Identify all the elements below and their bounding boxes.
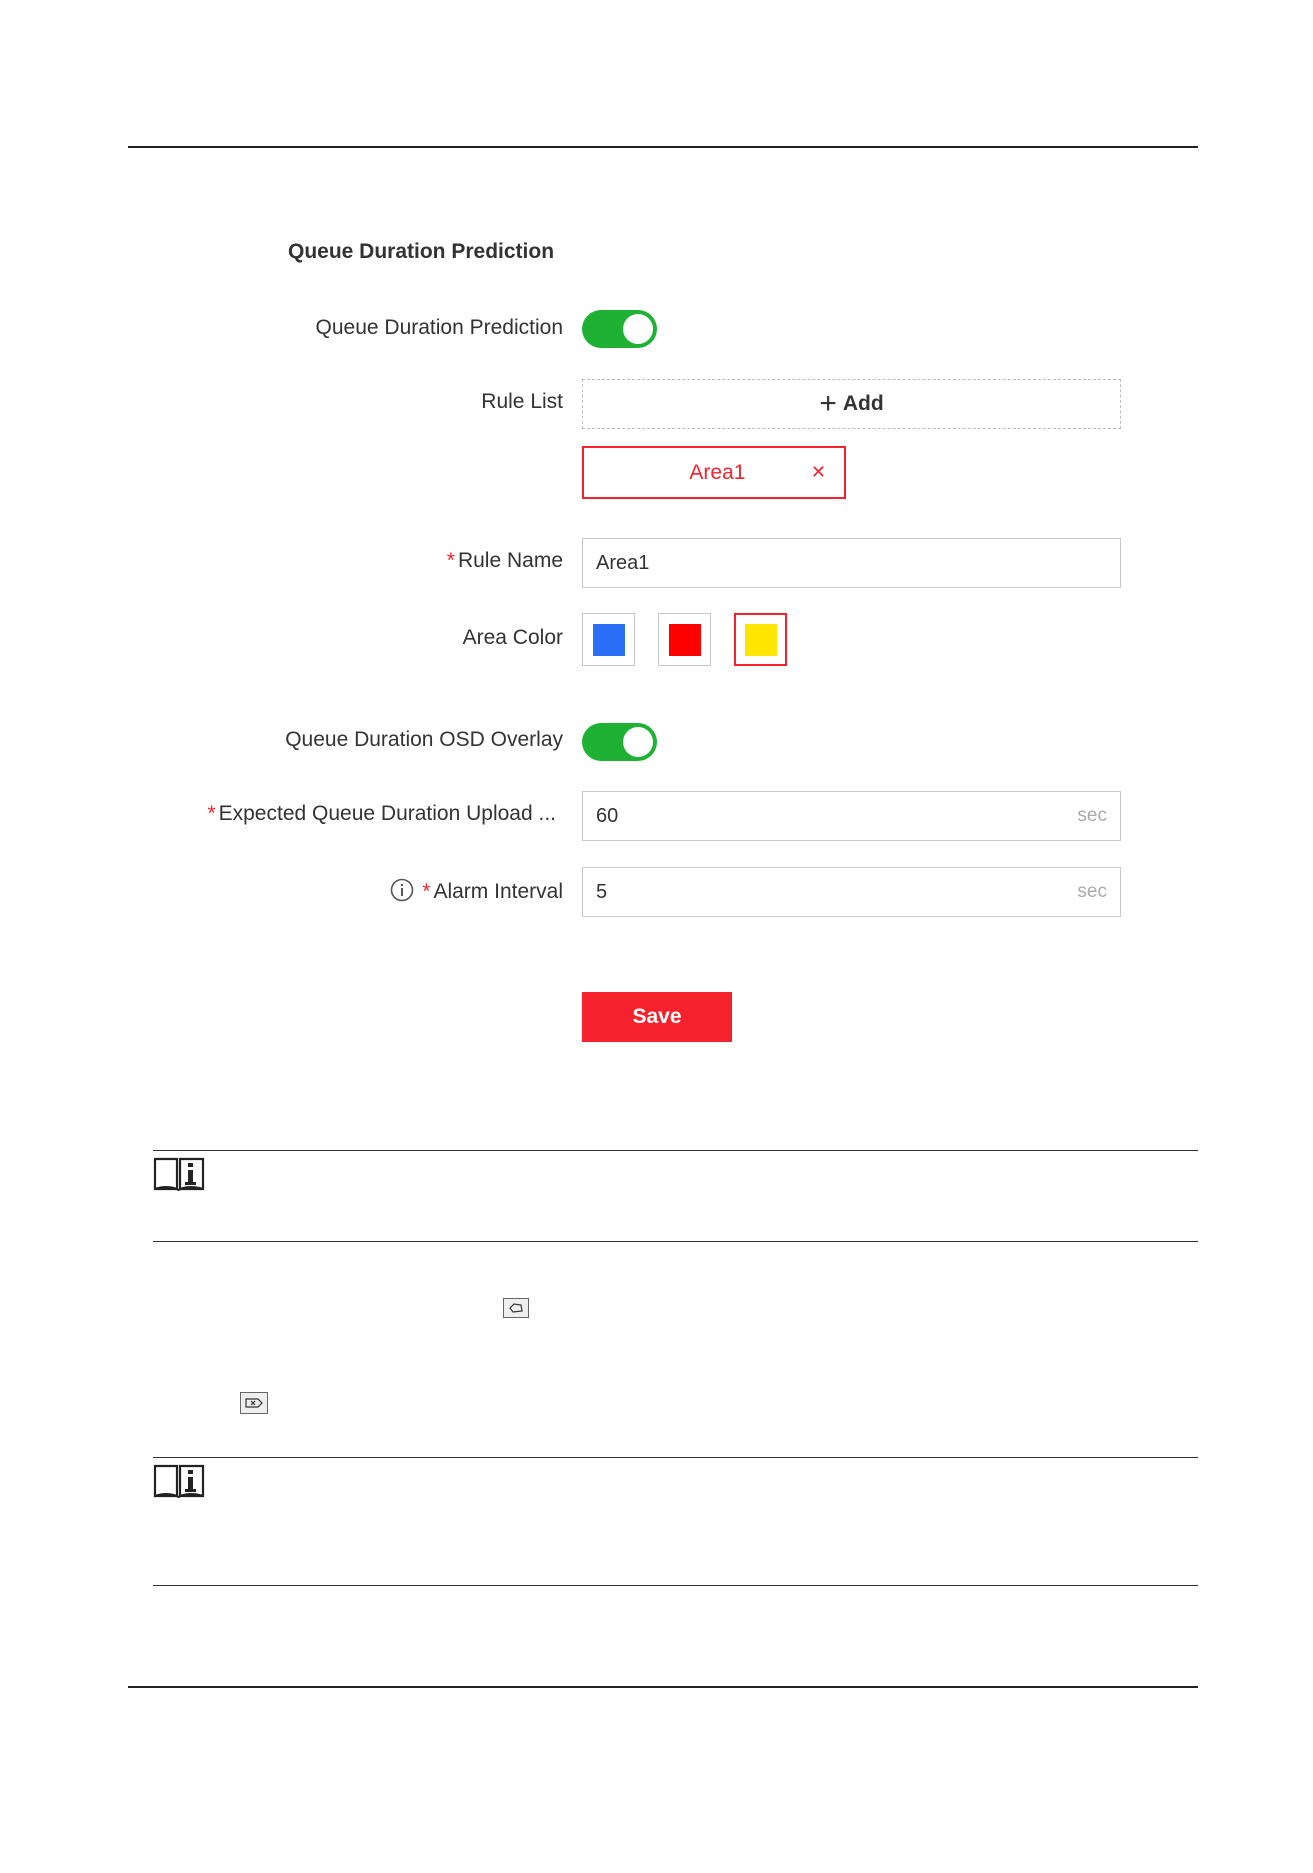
blue-fill bbox=[593, 624, 625, 656]
upload-unit: sec bbox=[1077, 805, 1107, 826]
note2-top-rule bbox=[153, 1457, 1198, 1458]
rule-name-value: Area1 bbox=[596, 551, 650, 574]
rule-name-input[interactable] bbox=[582, 538, 1121, 588]
footer-rule bbox=[128, 1686, 1198, 1688]
rule-tag-area1[interactable] bbox=[582, 446, 846, 499]
alarm-value: 5 bbox=[596, 880, 608, 903]
note-bottom-rule bbox=[153, 1241, 1198, 1242]
rule-tag-label: Area1 bbox=[689, 460, 746, 484]
color-swatch-yellow[interactable] bbox=[734, 613, 787, 666]
note-icon bbox=[153, 1155, 205, 1193]
rule-name-label: * Rule Name bbox=[446, 549, 563, 572]
area-color-label: Area Color bbox=[462, 626, 563, 649]
clear-icon[interactable] bbox=[240, 1392, 268, 1414]
qdp-toggle[interactable] bbox=[582, 310, 657, 348]
alarm-input[interactable] bbox=[582, 867, 1121, 917]
close-icon[interactable]: ✕ bbox=[810, 462, 826, 482]
note2-bottom-rule bbox=[153, 1585, 1198, 1586]
qdp-label: Queue Duration Prediction bbox=[315, 316, 563, 339]
rule-list-label: Rule List bbox=[481, 390, 563, 413]
save-button[interactable]: Save bbox=[582, 992, 732, 1042]
color-swatch-red[interactable] bbox=[658, 613, 711, 666]
osd-label: Queue Duration OSD Overlay bbox=[285, 728, 563, 751]
toggle-knob bbox=[623, 727, 653, 757]
note-top-rule bbox=[153, 1150, 1198, 1151]
color-swatch-blue[interactable] bbox=[582, 613, 635, 666]
upload-input[interactable] bbox=[582, 791, 1121, 841]
header-rule bbox=[128, 146, 1198, 148]
plus-icon: + bbox=[819, 387, 837, 420]
note-icon bbox=[153, 1462, 205, 1500]
info-icon[interactable] bbox=[390, 878, 414, 902]
osd-toggle[interactable] bbox=[582, 723, 657, 761]
red-fill bbox=[669, 624, 701, 656]
toggle-knob bbox=[623, 314, 653, 344]
polygon-draw-icon[interactable] bbox=[503, 1298, 529, 1318]
add-rule-button[interactable] bbox=[582, 379, 1121, 429]
yellow-fill bbox=[745, 624, 777, 656]
polygon-shape bbox=[507, 1302, 525, 1314]
alarm-unit: sec bbox=[1077, 881, 1107, 902]
add-label: Add bbox=[842, 392, 884, 415]
upload-label: * Expected Queue Duration Upload ... bbox=[207, 802, 556, 825]
section-title: Queue Duration Prediction bbox=[288, 240, 555, 263]
upload-value: 60 bbox=[596, 804, 619, 827]
alarm-label: * Alarm Interval bbox=[390, 878, 563, 904]
clear-shape bbox=[244, 1396, 264, 1410]
